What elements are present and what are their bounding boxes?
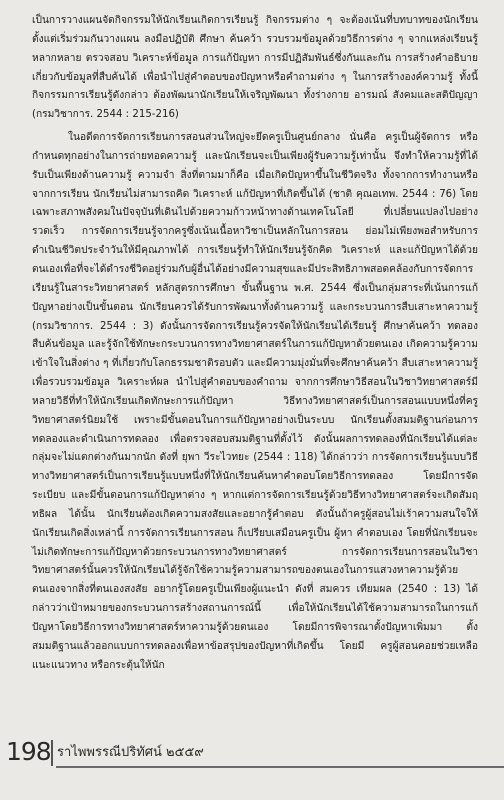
footer-divider (51, 740, 53, 766)
article-body (32, 12, 478, 676)
journal-title: ราไพพรรณีปริทัศน์ ๒๕๕๙ (57, 745, 204, 760)
page-footer (0, 735, 504, 771)
page-number: 198 (6, 737, 51, 766)
paragraph-1: เป็นการวางแผนจัดกิจกรรมให้นักเรียนเกิดการเรียนรู้ กิจกรรมต่าง ๆ จะต้องเน้นที่บทบาทของนักเรียนตั้งแต่เริ่มร่วมกันวางแผน ลงมือปฏิบัติ ศึกษา ค้นคว้า รวบรวมข้อมูลด้วยวิธีการต่าง ๆ จากแหล่งเรียนรู้หลากหลาย ตรวจสอบ วิเคราะห์ข้อมูล การแก้ปัญหา การมีปฏิสัมพันธ์ซึ่งกันและกัน การสร้างคำอธิบายเกี่ยวกับข้อมูลที่สืบค้นได้ เพื่อนำไปสู่คำตอบของปัญหาหรือคำถามต่าง ๆ ในการสร้างองค์ความรู้ ทั้งนี้กิจกรรมการเรียนรู้ดังกล่าว ต้องพัฒนานักเรียนให้เจริญพัฒนา ทั้งร่างกาย อารมณ์ สังคมและสติปัญญา (กรมวิชาการ. 2544 : 215-216) (32, 15, 478, 121)
paragraph-2: ในอดีตการจัดการเรียนการสอนส่วนใหญ่จะยึดครูเป็นศูนย์กลาง นั่นคือ ครูเป็นผู้จัดการ หรือกำหนดทุกอย่างในการถ่ายทอดความรู้ และนักเรียนจะเป็นเพียงผู้รับความรู้เท่านั้น จึงทำให้ความรู้ที่ได้รับเป็นเพียงด้านความรู้ ความจำ สิ่งที่ตามมาก็คือ เมื่อเกิดปัญหาขึ้นในชีวิตจริง ทั้งจากการทำงานหรือจากการเรียน นักเรียนไม่สามารถคิด วิเคราะห์ แก้ปัญหาที่เกิดขึ้นได้ (ชาติ คุณอเทพ. 2544 : 76) โดยเฉพาะสภาพสังคมในปัจจุบันที่เดินไปด้วยความก้าวหน้าทางด้านเทคโนโลยี ที่เปลี่ยนแปลงไปอย่างรวดเร็ว การจัดการเรียนรู้จากครูซึ่งเน้นเนื้อหาวิชาเป็นหลักในการสอน ย่อมไม่เพียงพอสำหรับการดำเนินชีวิตประจำวันให้มีคุณภาพได้ การเรียนรู้ทำให้นักเรียนรู้จักคิด วิเคราะห์ และแก้ปัญหาได้ด้วยตนเองเพื่อที่จะได้ดำรงชีวิตอยู่ร่วมกับผู้อื่นได้อย่างมีความสุขและมีประสิทธิภาพสอดคล้องกับการจัดการเรียนรู้ในสาระวิทยาศาสตร์ หลักสูตรการศึกษา ขั้นพื้นฐาน พ.ศ. 2544 ซึ่งเป็นกลุ่มสาระที่เน้นการแก้ปัญหาอย่างเป็นขั้นตอน นักเรียนควรได้รับการพัฒนาทั้งด้านความรู้ และกระบวนการสืบเสาะหาความรู้ (กรมวิชาการ. 2544 : 3) ดังนั้นการจัดการเรียนรู้ควรจัดให้นักเรียนได้เรียนรู้ ศึกษาค้นคว้า ทดลอง สืบค้นข้อมูล และรู้จักใช้ทักษะกระบวนการทางวิทยาศาสตร์ในการแก้ปัญหาด้วยตนเอง เกิดความรู้ความเข้าใจในสิ่งต่าง ๆ ที่เกี่ยวกับโลกธรรมชาติรอบตัว และมีความมุ่งมั่นที่จะศึกษาค้นคว้า สืบเสาะหาความรู้เพื่อรวบรวมข้อมูล วิเคราะห์ผล นำไปสู่คำตอบของคำถาม จากการศึกษาวิธีสอนในวิชาวิทยาศาสตร์มีหลายวิธีที่ทำให้นักเรียนเกิดทักษะการแก้ปัญหา วิธีทางวิทยาศาสตร์เป็นการสอนแบบหนึ่งที่ครูวิทยาศาสตร์นิยมใช้ เพราะมีขั้นตอนในการแก้ปัญหาอย่างเป็นระบบ นักเรียนตั้งสมมติฐานก่อนการทดลองและดำเนินการทดลอง เพื่อตรวจสอบสมมติฐานที่ตั้งไว้ ดังนั้นผลการทดลองที่นักเรียนได้แต่ละกลุ่มจะไม่แตกต่างกันมากนัก ดังที่ ยุพา วีระไวทยะ (2544 : 118) ได้กล่าวว่า การจัดการเรียนรู้แบบวิธีทางวิทยาศาสตร์เป็นการเรียนรู้แบบหนึ่งที่ให้นักเรียนค้นหาคำตอบโดยวิธีการทดลอง โดยมีการจัดระเบียบ และมีขั้นตอนการแก้ปัญหาต่าง ๆ หากแต่การจัดการเรียนรู้ด้วยวิธีทางวิทยาศาสตร์จะเกิดสัมฤทธิผล ได้นั้น นักเรียนต้องเกิดความสงสัยและอยากรู้คำตอบ ดังนั้นถ้าครูผู้สอนไม่เร้าความสนใจให้นักเรียนเกิดสิ่งเหล่านี้ การจัดการเรียนการสอน ก็เปรียบเสมือนครูเป็น ผู้หา คำตอบเอง โดยที่นักเรียนจะไม่เกิดทักษะการแก้ปัญหาด้วยกระบวนการทางวิทยาศาสตร์ การจัดการเรียนการสอนในวิชาวิทยาศาสตร์นั้นควรให้นักเรียนได้รู้จักใช้ความรู้ความสามารถของตนเองในการแสวงหาความรู้ด้วยตนเองจากสิ่งที่ตนเองสงสัย อยากรู้โดยครูเป็นเพียงผู้แนะนำ ดังที่ สมควร เทียมผล (2540 : 13) ได้กล่าวว่าเป้าหมายของกระบวนการสร้างสถานการณ์นี้ เพื่อให้นักเรียนได้ใช้ความสามารถในการแก้ปัญหาโดยวิธีการทางวิทยาศาสตร์หาความรู้ด้วยตนเอง โดยมีการพิจารณาตั้งปัญหาเพิ่มมา ตั้งสมมติฐานแล้วออกแบบการทดลองเพื่อหาข้อสรุปของปัญหาที่เกิดขึ้น โดยมี ครูผู้สอนคอยช่วยเหลือ แนะแนวทาง หรือกระตุ้นให้นัก (32, 132, 478, 671)
footer-rule (56, 766, 504, 768)
